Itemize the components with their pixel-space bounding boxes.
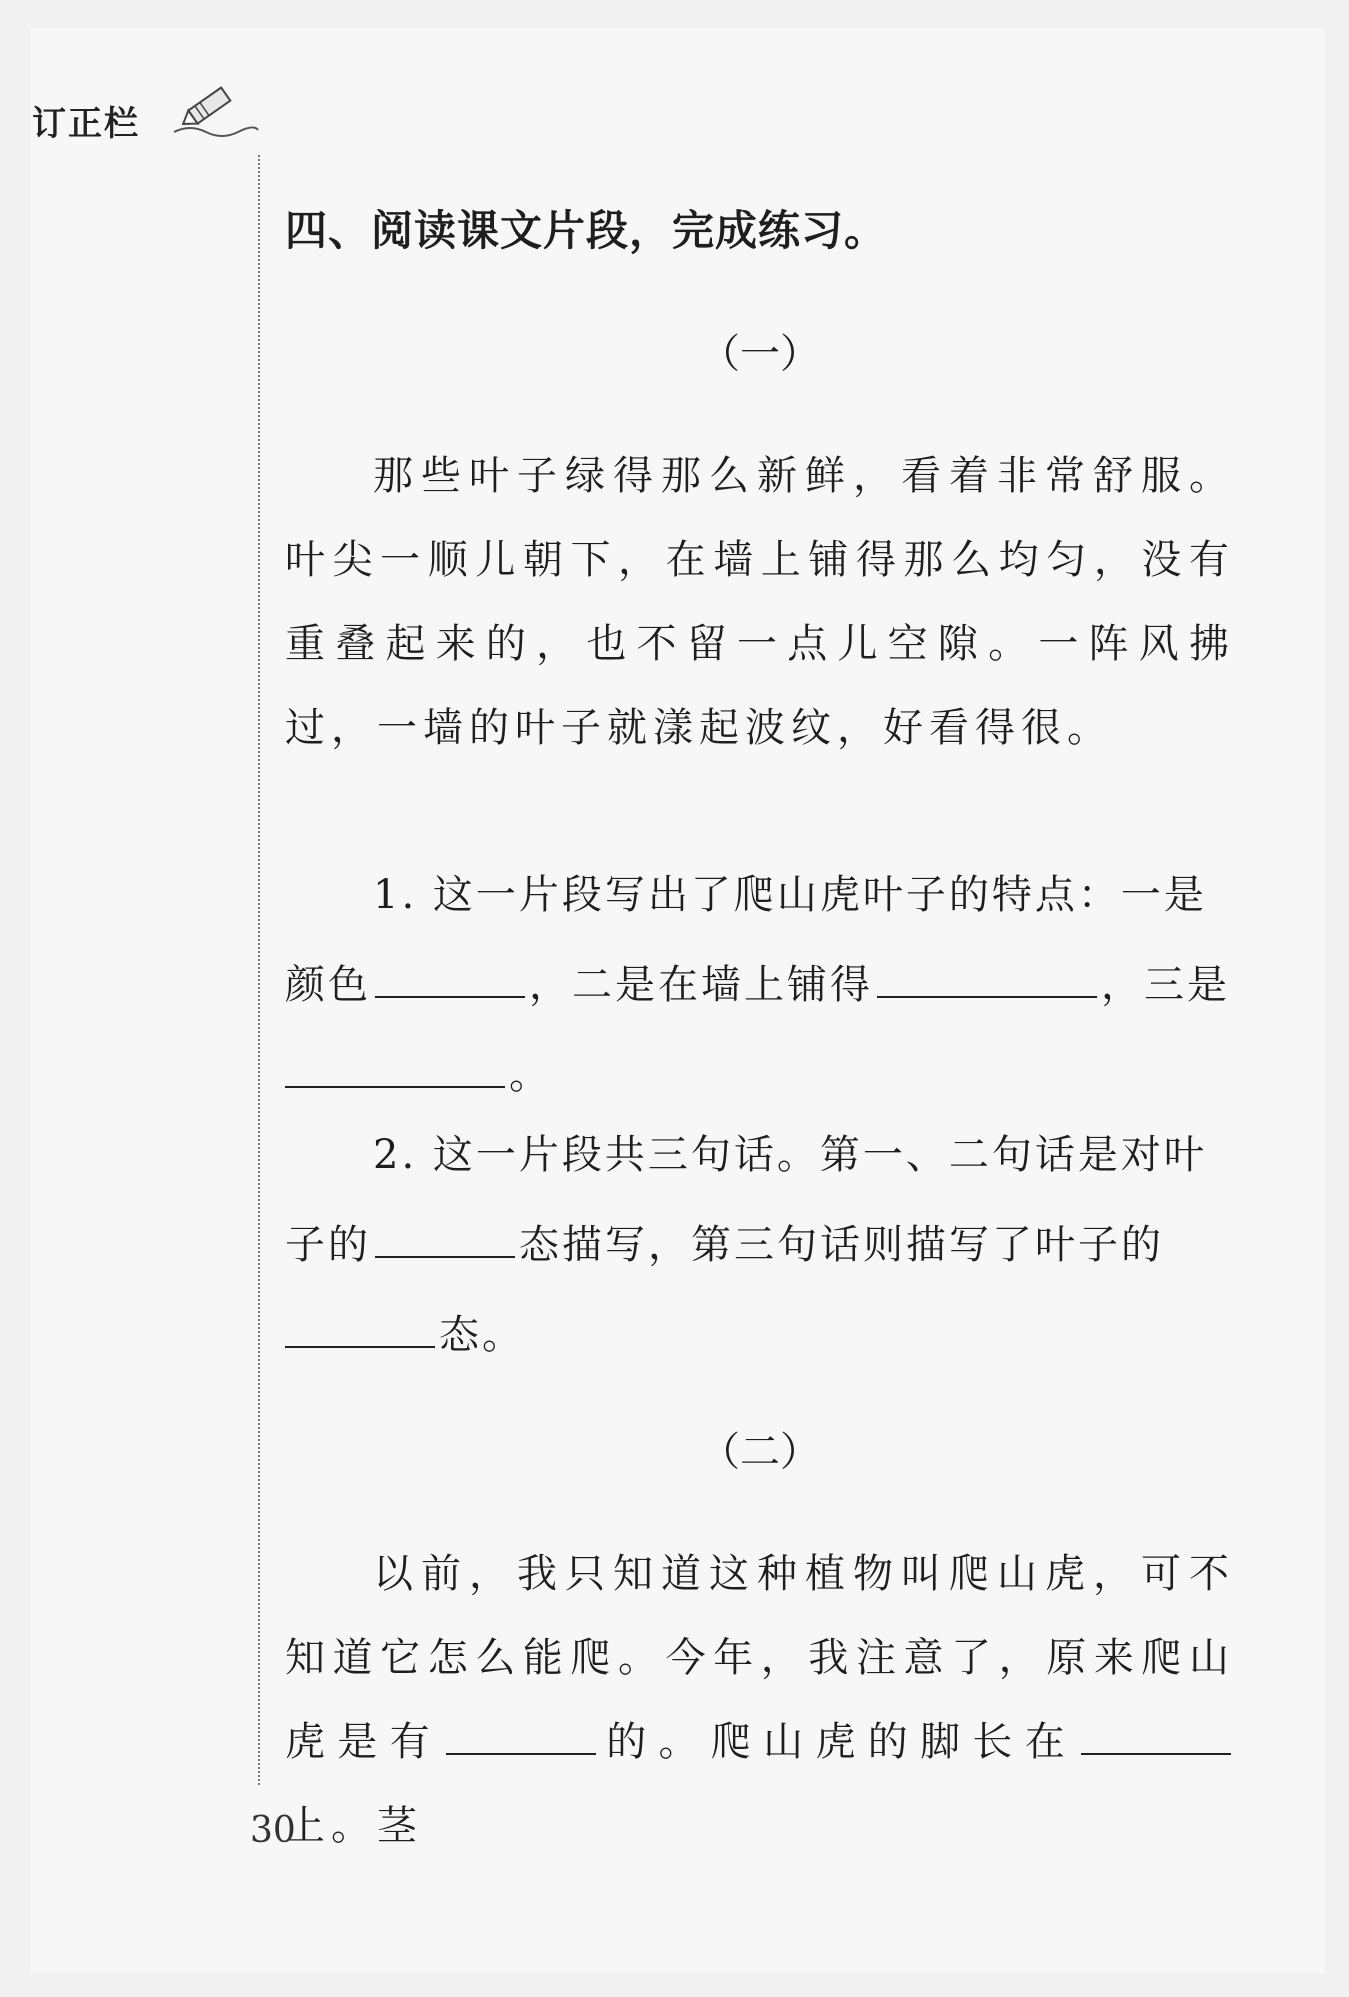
answer-blank-third-feature[interactable] (285, 1056, 505, 1088)
answer-blank-state-two[interactable] (285, 1316, 435, 1348)
answer-blank-arrangement[interactable] (877, 966, 1097, 998)
answer-blank-location[interactable] (1081, 1723, 1231, 1755)
question-one-part-d: 。 (509, 1052, 552, 1098)
page-number: 30 (250, 1810, 296, 1851)
passage-two-text (285, 1532, 1235, 1868)
passage-one (285, 434, 1235, 770)
margin-divider (258, 155, 260, 1785)
question-two-part-c: 态。 (439, 1312, 525, 1358)
answer-blank-color[interactable] (375, 966, 525, 998)
passage-one-text: 那些叶子绿得那么新鲜，看着非常舒服。叶尖一顺儿朝下，在墙上铺得那么均匀，没有重叠起来的，也不留一点儿空隙。一阵风拂过，一墙的叶子就漾起波纹，好看得很。 (285, 453, 1235, 751)
passage-two (285, 1532, 1235, 1868)
passage-two-part-c: 上。茎 (285, 1803, 423, 1849)
question-two-text (285, 1110, 1235, 1380)
passage-two-part-b: 的。爬山虎的脚长在 (599, 1719, 1078, 1765)
question-two-part-a: 2. 这一片段共三句话。第一、二句话是对叶子的 (285, 1132, 1207, 1268)
question-one-text (285, 850, 1235, 1120)
correction-column-label: 订正栏 (32, 104, 140, 144)
question-one-part-c: ，三是 (1101, 962, 1230, 1008)
pencil-icon (170, 80, 260, 140)
question-one-part-b: ，二是在墙上铺得 (529, 962, 873, 1008)
question-one-part-a: 1. 这一片段写出了爬山虎叶子的特点：一是颜色 (285, 872, 1207, 1008)
section-title: 四、阅读课文片段，完成练习。 (285, 206, 888, 255)
part-two-heading: （二） (700, 1429, 820, 1475)
answer-blank-state-one[interactable] (375, 1226, 515, 1258)
answer-blank-feet[interactable] (446, 1723, 596, 1755)
passage-two-part-a: 以前，我只知道这种植物叫爬山虎，可不知道它怎么能爬。今年，我注意了，原来爬山虎是有 (285, 1551, 1235, 1765)
question-one (285, 850, 1235, 1120)
part-one-heading: （一） (700, 331, 820, 377)
question-two (285, 1110, 1235, 1380)
question-two-part-b: 态描写，第三句话则描写了叶子的 (519, 1222, 1164, 1268)
